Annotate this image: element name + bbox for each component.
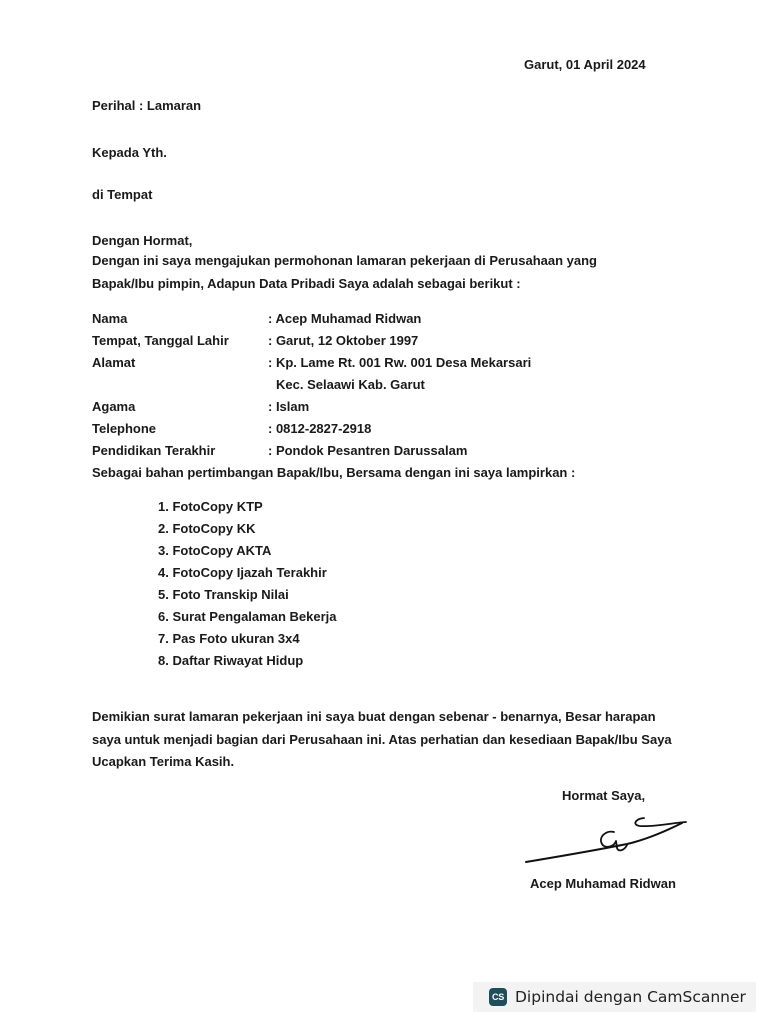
letter-location: di Tempat	[92, 187, 153, 202]
birth-label: Tempat, Tanggal Lahir	[92, 333, 229, 348]
phone-value: : 0812-2827-2918	[268, 421, 372, 436]
birth-value: : Garut, 12 Oktober 1997	[268, 333, 419, 348]
attachment-intro: Sebagai bahan pertimbangan Bapak/Ibu, Bersama dengan ini saya lampirkan :	[92, 465, 576, 480]
camscanner-watermark	[473, 982, 756, 1012]
education-label: Pendidikan Terakhir	[92, 443, 216, 458]
sign-off: Hormat Saya,	[562, 788, 646, 803]
attachment-item: 2. FotoCopy KK	[158, 521, 256, 536]
attachment-item: 5. Foto Transkip Nilai	[158, 587, 289, 602]
closing-line: saya untuk menjadi bagian dari Perusahaan ini. Atas perhatian dan kesediaan Bapak/Ibu Saya	[92, 731, 672, 747]
intro-paragraph	[92, 250, 712, 295]
attachment-item: 3. FotoCopy AKTA	[158, 543, 272, 558]
attachment-item: 8. Daftar Riwayat Hidup	[158, 653, 304, 668]
attachment-item: 7. Pas Foto ukuran 3x4	[158, 631, 300, 646]
camscanner-text: Dipindai dengan CamScanner	[515, 988, 746, 1006]
attachment-item: 6. Surat Pengalaman Bekerja	[158, 609, 337, 624]
intro-line: Bapak/Ibu pimpin, Adapun Data Pribadi Saya adalah sebagai berikut :	[92, 275, 521, 291]
closing-line: Demikian surat lamaran pekerjaan ini saya buat dengan sebenar - benarnya, Besar harapan	[92, 709, 656, 724]
name-label: Nama	[92, 311, 128, 326]
address-label: Alamat	[92, 355, 136, 370]
address-value: : Kp. Lame Rt. 001 Rw. 001 Desa Mekarsari	[268, 355, 532, 370]
letter-greeting: Dengan Hormat,	[92, 233, 193, 248]
signature-image	[522, 810, 692, 868]
letter-subject: Perihal : Lamaran	[92, 98, 202, 113]
religion-value: : Islam	[268, 399, 310, 414]
closing-paragraph	[92, 706, 712, 774]
signatory-name: Acep Muhamad Ridwan	[530, 876, 676, 891]
letter-recipient: Kepada Yth.	[92, 145, 167, 160]
education-value: : Pondok Pesantren Darussalam	[268, 443, 468, 458]
attachment-item: 1. FotoCopy KTP	[158, 499, 263, 514]
phone-label: Telephone	[92, 421, 157, 436]
letter-date: Garut, 01 April 2024	[524, 57, 646, 72]
closing-line: Ucapkan Terima Kasih.	[92, 754, 235, 769]
intro-line: Dengan ini saya mengajukan permohonan lamaran pekerjaan di Perusahaan yang	[92, 253, 598, 268]
address-value-line2: Kec. Selaawi Kab. Garut	[276, 377, 425, 392]
camscanner-logo-icon: CS	[489, 988, 507, 1006]
attachment-item: 4. FotoCopy Ijazah Terakhir	[158, 565, 327, 580]
name-value: : Acep Muhamad Ridwan	[268, 311, 422, 326]
religion-label: Agama	[92, 399, 136, 414]
